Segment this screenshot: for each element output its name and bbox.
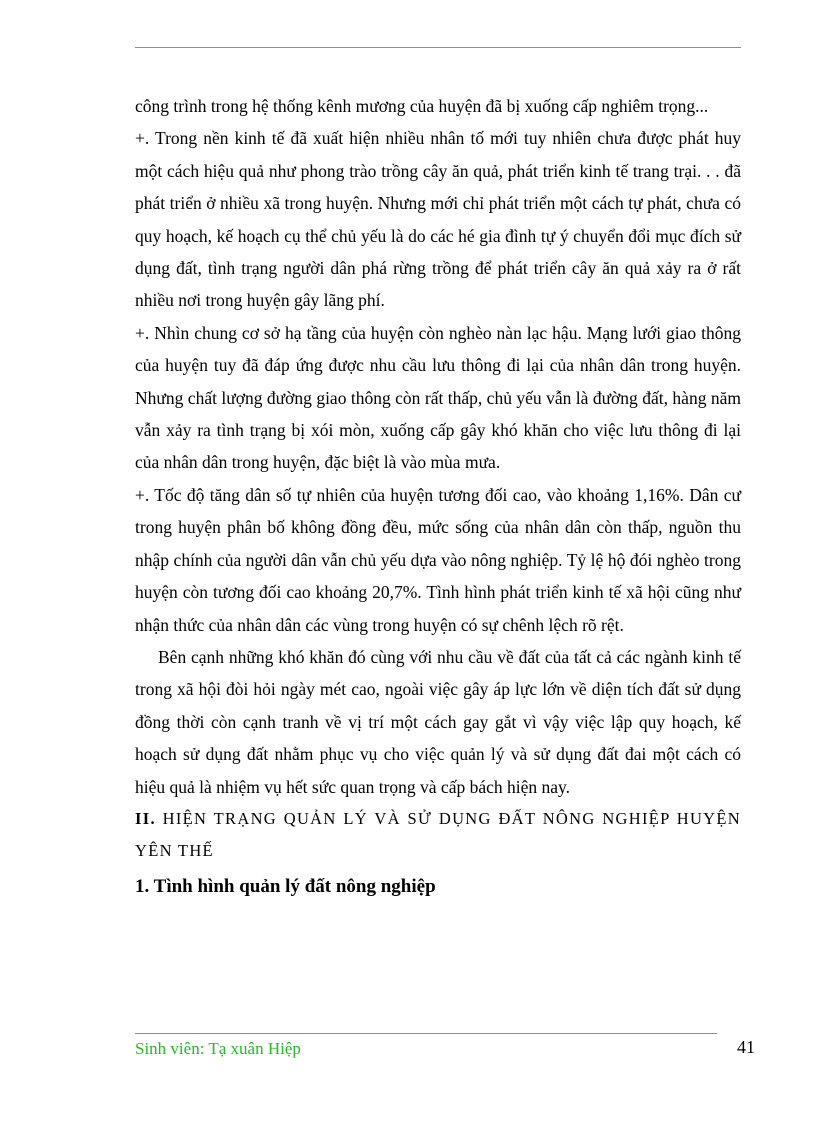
- paragraph-conclusion: Bên cạnh những khó khăn đó cùng với nhu cầu về đất của tất cả các ngành kinh tế trong xã hội đòi hỏi ngày mét cao, ngoài việc gây áp lực lớn về diện tích đất sử dụng đồng thời còn cạnh tranh về vị trí một cách gay gắt vì vậy việc lập quy hoạch, kế hoạch sử dụng đất nhằm phục vụ cho việc quản lý và sử dụng đất đai một cách có hiệu quả là nhiệm vụ hết sức quan trọng và cấp bách hiện nay.: [135, 646, 741, 797]
- document-body: [135, 90, 741, 906]
- section-1-title: . Tình hình quản lý đất nông nghiệp: [144, 875, 436, 897]
- section-1-number: 1: [135, 875, 145, 897]
- footer-divider: [135, 1033, 717, 1034]
- footer-author: Sinh viên: Tạ xuân Hiệp: [135, 1039, 301, 1058]
- paragraph-population: +. Tốc độ tăng dân số tự nhiên của huyện tương đối cao, vào khoảng 1,16%. Dân cư trong huyện phân bố không đồng đều, mức sống của nhân dân còn thấp, nguồn thu nhập chính của người dân vẫn chủ yếu dựa vào nông nghiệp. Tỷ lệ hộ đói nghèo trong huyện còn tương đối cao khoảng 20,7%. Tình hình phát triển kinh tế xã hội cũng như nhận thức của nhân dân các vùng trong huyện có sự chênh lệch rõ rệt.: [135, 484, 741, 635]
- paragraph-infrastructure: +. Nhìn chung cơ sở hạ tầng của huyện còn nghèo nàn lạc hậu. Mạng lưới giao thông của huyện tuy đã đáp ứng được nhu cầu lưu thông đi lại của nhân dân trong huyện. Nhưng chất lượng đường giao thông còn rất thấp, chủ yếu vẫn là đường đất, hàng năm vẫn xảy ra tình trạng bị xói mòn, xuống cấp gây khó khăn cho việc lưu thông đi lại của nhân dân trong huyện, đặc biệt là vào mùa mưa.: [135, 322, 741, 473]
- paragraph-economy: +. Trong nền kinh tế đã xuất hiện nhiều nhân tố mới tuy nhiên chưa được phát huy một cách hiệu quả như phong trào trồng cây ăn quả, phát triển kinh tế trang trại. . . đã phát triển ở nhiều xã trong huyện. Nhưng mới chỉ phát triển một cách tự phát, chưa có quy hoạch, kế hoạch cụ thể chủ yếu là do các hé gia đình tự ý chuyển đổi mục đích sử dụng đất, tình trạng người dân phá rừng trồng để phát triển cây ăn quả xảy ra ở rất nhiều nơi trong huyện gây lãng phí.: [135, 128, 741, 311]
- section-ii-number: II.: [135, 808, 156, 828]
- page-number: 41: [737, 1037, 755, 1057]
- paragraph-continuation: công trình trong hệ thống kênh mương của huyện đã bị xuống cấp nghiêm trọng...: [135, 96, 709, 116]
- header-divider: [135, 47, 741, 48]
- section-heading-1: [135, 868, 741, 906]
- section-ii-title: HIỆN TRẠNG QUẢN LÝ VÀ SỬ DỤNG ĐẤT NÔNG NGHIỆP HUYỆN YÊN THẾ: [135, 808, 741, 861]
- section-heading-ii: [135, 803, 741, 868]
